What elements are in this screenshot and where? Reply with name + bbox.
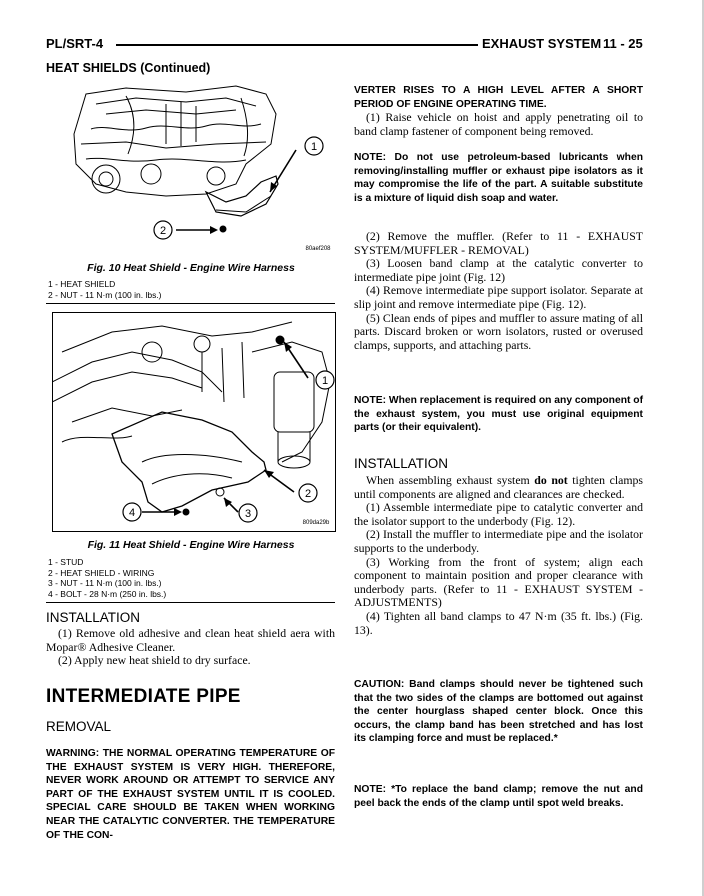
legend-item: 4 - BOLT - 28 N·m (250 in. lbs.) <box>48 588 167 599</box>
removal-steps <box>354 230 643 352</box>
installation-step: (1) Assemble intermediate pipe to catalytic converter and the isolator support to the underbody (Fig. 12). <box>354 500 643 528</box>
note-band-clamp: NOTE: *To replace the band clamp; remove the nut and peel back the ends of the clamp until spot weld breaks. <box>354 784 643 809</box>
divider <box>46 602 335 603</box>
figure-10-caption: Fig. 10 Heat Shield - Engine Wire Harness <box>87 262 295 274</box>
intermediate-pipe-heading: INTERMEDIATE PIPE <box>46 686 241 707</box>
header-left: PL/SRT-4 <box>46 36 104 51</box>
installation-heading: INSTALLATION <box>46 610 141 625</box>
note-replacement: NOTE: When replacement is required on any component of the exhaust system, you must use original equipment parts (or their equivalent). <box>354 395 643 434</box>
installation-step: (2) Apply new heat shield to dry surface. <box>58 653 251 668</box>
callout-1: 1 <box>310 141 318 153</box>
engine-heat-shield-illustration-2 <box>52 312 336 532</box>
installation-step: (1) Remove old adhesive and clean heat shield aera with Mopar® Adhesive Cleaner. <box>46 626 335 654</box>
warning-continued: VERTER RISES TO A HIGH LEVEL AFTER A SHORT PERIOD OF ENGINE OPERATING TIME. <box>354 85 643 110</box>
installation-steps-2 <box>354 474 643 637</box>
callout-2: 2 <box>159 225 167 237</box>
header-rule <box>116 44 478 46</box>
installation-step: (2) Install the muffler to intermediate pipe and the isolator supports to the underbody. <box>354 527 643 555</box>
removal-step: (2) Remove the muffler. (Refer to 11 - EXHAUST SYSTEM/MUFFLER - REMOVAL) <box>354 229 643 257</box>
installation-heading-2: INSTALLATION <box>354 456 449 471</box>
header-page-number: 11 - 25 <box>603 36 643 51</box>
installation-step: (4) Tighten all band clamps to 47 N·m (35 ft. lbs.) (Fig. 13). <box>354 608 643 637</box>
legend-item: 2 - HEAT SHIELD - WIRING <box>48 567 155 578</box>
legend-item: 3 - NUT - 11 N·m (100 in. lbs.) <box>48 578 162 588</box>
legend-item: 1 - STUD <box>48 557 84 567</box>
removal-step: (5) Clean ends of pipes and muffler to assure mating of all parts. Discard broken or worn isolators, rusted or overused clamps, supports, and attaching parts. <box>354 310 643 352</box>
callout-4: 4 <box>128 507 136 519</box>
figure-10 <box>66 84 336 256</box>
figure-11-legend <box>48 557 166 599</box>
header-section: EXHAUST SYSTEM <box>482 36 602 51</box>
note-lubricants: NOTE: Do not use petroleum-based lubricants when removing/installing muffler or exhaust pipe isolators as it may compromise the life of the part. A suitable substitute is a mixture of liquid dish soap and water. <box>354 152 643 204</box>
section-title: HEAT SHIELDS (Continued) <box>46 61 211 75</box>
installation-step: (3) Working from the front of system; align each component to maintain position and proper clearance with underbody parts. (Refer to 11 - EXHAUST SYSTEM - ADJUSTMENTS) <box>354 554 643 610</box>
engine-heat-shield-illustration-1 <box>66 84 336 256</box>
legend-item: 1 - HEAT SHIELD <box>48 279 116 289</box>
figure-10-legend <box>48 279 162 300</box>
figure-11 <box>52 312 336 532</box>
figure-code: 80aef208 <box>305 246 331 252</box>
caution-text: CAUTION: Band clamps should never be tightened such that the two sides of the clamps are bottomed out against the center hourglass shaped center block. Once this occurs, the clamp band has been stretched and has lost its clamping force and must be replaced.* <box>354 679 643 745</box>
removal-heading: REMOVAL <box>46 719 112 734</box>
callout-1: 1 <box>321 375 329 387</box>
callout-2: 2 <box>304 488 312 500</box>
figure-code: 809da29b <box>302 520 330 526</box>
removal-step: (3) Loosen band clamp at the catalytic converter to intermediate pipe joint (Fig. 12) <box>354 256 643 284</box>
installation-intro: When assembling exhaust system do not tighten clamps until components are aligned and clearances are checked. <box>354 473 643 501</box>
legend-item: 2 - NUT - 11 N·m (100 in. lbs.) <box>48 289 162 300</box>
divider <box>46 303 335 304</box>
removal-step-1: (1) Raise vehicle on hoist and apply penetrating oil to band clamp fastener of component being removed. <box>354 110 643 138</box>
callout-3: 3 <box>244 508 252 520</box>
removal-step: (4) Remove intermediate pipe support isolator. Separate at slip joint and remove intermediate pipe (Fig. 12). <box>354 283 643 311</box>
figure-11-caption: Fig. 11 Heat Shield - Engine Wire Harness <box>87 539 295 551</box>
warning-text: WARNING: THE NORMAL OPERATING TEMPERATURE OF THE EXHAUST SYSTEM IS VERY HIGH. THEREFORE, NEVER WORK AROUND OR ATTEMPT TO SERVICE ANY PART OF THE EXHAUST SYSTEM UNTIL IT IS COOLED. SPECIAL CARE SHOULD BE TAKEN WHEN WORKING NEAR THE CATALYTIC CONVERTER. THE TEMPERATURE OF THE CON- <box>46 748 335 841</box>
installation-steps <box>46 627 335 668</box>
